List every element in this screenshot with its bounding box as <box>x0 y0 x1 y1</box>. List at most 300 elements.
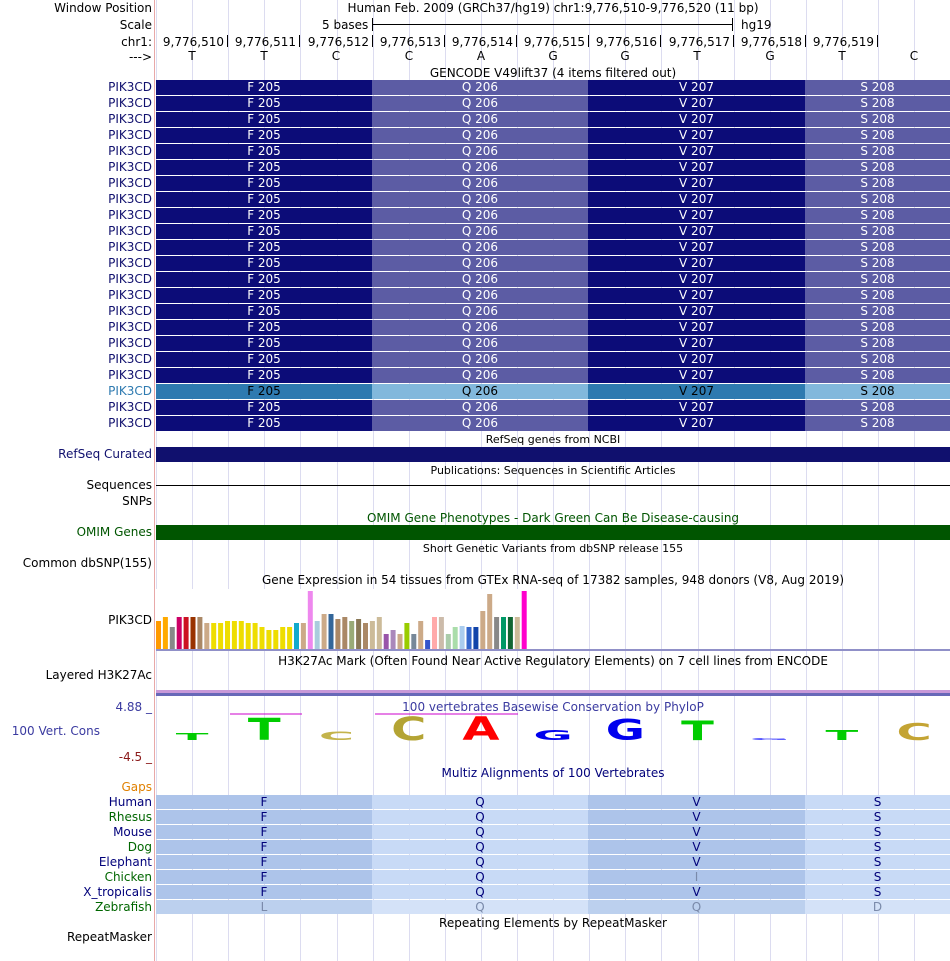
coord-tick <box>733 35 734 47</box>
gencode-transcript-row[interactable] <box>156 192 950 207</box>
codon-segment[interactable]: V 207 <box>588 336 805 351</box>
gtex-tissue-bar[interactable] <box>232 621 237 649</box>
phylop-base-letter: C <box>391 709 427 748</box>
gtex-tissue-bar[interactable] <box>225 621 230 649</box>
gtex-tissue-bar[interactable] <box>480 611 485 649</box>
multiz-residue: D <box>805 900 950 914</box>
gtex-tissue-bar[interactable] <box>363 623 368 649</box>
multiz-species-label[interactable]: Rhesus <box>108 810 152 824</box>
sequences-label[interactable]: Sequences <box>86 478 152 492</box>
codon-segment[interactable]: S 208 <box>805 160 950 175</box>
phylop-label[interactable]: 100 Vert. Cons <box>11 724 100 738</box>
codon-segment[interactable]: V 207 <box>588 368 805 383</box>
codon-segment[interactable]: V 207 <box>588 256 805 271</box>
gtex-tissue-bar[interactable] <box>460 626 465 649</box>
multiz-residue: Q <box>588 900 805 914</box>
codon-segment[interactable]: V 207 <box>588 96 805 111</box>
multiz-residue: S <box>805 810 950 824</box>
scale-bar <box>372 24 733 25</box>
codon-segment[interactable]: Q 206 <box>372 224 588 239</box>
multiz-residue: V <box>588 885 805 899</box>
multiz-residue: L <box>156 900 372 914</box>
codon-segment[interactable]: Q 206 <box>372 320 588 335</box>
codon-segment[interactable]: S 208 <box>805 352 950 367</box>
gtex-tissue-bar[interactable] <box>177 617 182 649</box>
gencode-gene-label[interactable]: PIK3CD <box>108 368 152 382</box>
codon-segment[interactable]: S 208 <box>805 368 950 383</box>
codon-segment[interactable]: F 205 <box>156 368 372 383</box>
gencode-gene-label[interactable]: PIK3CD <box>108 288 152 302</box>
gtex-tissue-bar[interactable] <box>253 623 258 649</box>
base-letter: C <box>909 49 919 63</box>
gencode-transcript-row[interactable] <box>156 128 950 143</box>
gtex-tissue-bar[interactable] <box>329 614 334 649</box>
codon-segment[interactable]: V 207 <box>588 80 805 95</box>
phylop-base-letter: A <box>462 709 500 748</box>
multiz-residue: F <box>156 810 372 824</box>
codon-segment[interactable]: F 205 <box>156 128 372 143</box>
gtex-tissue-bar[interactable] <box>411 634 416 649</box>
gencode-transcript-row[interactable] <box>156 256 950 271</box>
gtex-tissue-bar[interactable] <box>156 621 161 649</box>
codon-segment[interactable]: Q 206 <box>372 256 588 271</box>
base-letter: C <box>404 49 414 63</box>
multiz-species-label[interactable]: Dog <box>127 840 152 854</box>
gtex-tissue-bar[interactable] <box>356 619 361 649</box>
chrom-label: chr1: <box>121 35 152 49</box>
gtex-tissue-bar[interactable] <box>170 627 175 649</box>
gtex-tissue-bar[interactable] <box>211 623 216 649</box>
codon-segment[interactable]: Q 206 <box>372 208 588 223</box>
multiz-species-row[interactable] <box>156 840 950 854</box>
gencode-gene-label[interactable]: PIK3CD <box>108 128 152 142</box>
gtex-tissue-bar[interactable] <box>294 623 299 649</box>
codon-segment[interactable]: V 207 <box>588 192 805 207</box>
multiz-species-label[interactable]: Elephant <box>98 855 152 869</box>
multiz-residue: I <box>588 870 805 884</box>
multiz-species-row[interactable] <box>156 810 950 824</box>
codon-segment[interactable]: S 208 <box>805 176 950 191</box>
coord-label: 9,776,510 <box>162 35 224 49</box>
codon-segment[interactable]: F 205 <box>156 144 372 159</box>
codon-segment[interactable]: V 207 <box>588 112 805 127</box>
codon-segment[interactable]: S 208 <box>805 80 950 95</box>
gtex-tissue-bar[interactable] <box>398 634 403 649</box>
codon-segment[interactable]: V 207 <box>588 352 805 367</box>
codon-segment[interactable]: F 205 <box>156 224 372 239</box>
codon-segment[interactable]: F 205 <box>156 112 372 127</box>
gencode-transcript-row[interactable] <box>156 288 950 303</box>
codon-segment[interactable]: S 208 <box>805 288 950 303</box>
gencode-transcript-row[interactable] <box>156 96 950 111</box>
codon-segment[interactable]: Q 206 <box>372 96 588 111</box>
codon-segment[interactable]: S 208 <box>805 224 950 239</box>
codon-segment[interactable]: S 208 <box>805 208 950 223</box>
h3k27ac-signal-bottom <box>156 693 950 696</box>
codon-segment[interactable]: Q 206 <box>372 272 588 287</box>
multiz-species-row[interactable] <box>156 795 950 809</box>
multiz-species-label[interactable]: Mouse <box>113 825 152 839</box>
gencode-gene-label[interactable]: PIK3CD <box>108 80 152 94</box>
gencode-transcript-row[interactable] <box>156 112 950 127</box>
multiz-species-label[interactable]: Chicken <box>104 870 152 884</box>
gencode-gene-label[interactable]: PIK3CD <box>108 320 152 334</box>
gtex-tissue-bar[interactable] <box>280 627 285 649</box>
multiz-species-label[interactable]: Human <box>108 795 152 809</box>
repeatmasker-label[interactable]: RepeatMasker <box>66 930 152 944</box>
coord-label: 9,776,516 <box>595 35 657 49</box>
codon-segment[interactable]: V 207 <box>588 128 805 143</box>
gtex-tissue-bar[interactable] <box>266 630 271 649</box>
codon-segment[interactable]: S 208 <box>805 192 950 207</box>
coord-tick <box>660 35 661 47</box>
phylop-base-letter: G <box>605 713 645 748</box>
multiz-residue: V <box>588 840 805 854</box>
codon-segment[interactable]: Q 206 <box>372 128 588 143</box>
multiz-residue: Q <box>372 885 588 899</box>
multiz-species-row[interactable] <box>156 900 950 914</box>
gtex-tissue-bar[interactable] <box>260 627 265 649</box>
gencode-transcript-row[interactable] <box>156 320 950 335</box>
gtex-tissue-bar[interactable] <box>322 614 327 649</box>
multiz-residue: F <box>156 840 372 854</box>
scale-bar-left-tick <box>372 18 373 31</box>
gtex-tissue-bar[interactable] <box>515 617 520 649</box>
gencode-gene-label[interactable]: PIK3CD <box>108 160 152 174</box>
gencode-transcript-row[interactable] <box>156 400 950 415</box>
multiz-species-row[interactable] <box>156 885 950 899</box>
multiz-residue: Q <box>372 795 588 809</box>
codon-segment[interactable]: Q 206 <box>372 336 588 351</box>
codon-segment[interactable]: S 208 <box>805 400 950 415</box>
codon-segment[interactable]: F 205 <box>156 400 372 415</box>
refseq-gene-bar[interactable] <box>156 447 950 462</box>
codon-segment[interactable]: S 208 <box>805 256 950 271</box>
db-text: hg19 <box>741 18 772 32</box>
gtex-tissue-bar[interactable] <box>301 623 306 649</box>
refseq-title: RefSeq genes from NCBI <box>485 433 621 446</box>
assembly-title: Human Feb. 2009 (GRCh37/hg19) chr1:9,776,510-9,776,520 (11 bp) <box>347 1 759 15</box>
codon-segment[interactable]: Q 206 <box>372 192 588 207</box>
multiz-residue: Q <box>372 825 588 839</box>
codon-segment[interactable]: S 208 <box>805 320 950 335</box>
gencode-transcript-row[interactable] <box>156 368 950 383</box>
snps-label[interactable]: SNPs <box>122 494 152 508</box>
gencode-gene-label[interactable]: PIK3CD <box>108 304 152 318</box>
codon-segment[interactable]: Q 206 <box>372 304 588 319</box>
coord-label: 9,776,515 <box>523 35 585 49</box>
codon-segment[interactable]: Q 206 <box>372 160 588 175</box>
multiz-residue: S <box>805 870 950 884</box>
dbsnp-label[interactable]: Common dbSNP(155) <box>22 556 152 570</box>
codon-segment[interactable]: F 205 <box>156 384 372 399</box>
window-position-label: Window Position <box>54 1 152 15</box>
gtex-tissue-bar[interactable] <box>197 617 202 649</box>
gtex-tissue-bar[interactable] <box>384 634 389 649</box>
gtex-tissue-bar[interactable] <box>487 594 492 649</box>
codon-segment[interactable]: F 205 <box>156 320 372 335</box>
codon-segment[interactable]: S 208 <box>805 304 950 319</box>
gencode-transcript-row[interactable] <box>156 416 950 431</box>
coord-label: 9,776,514 <box>451 35 513 49</box>
gtex-tissue-bar[interactable] <box>349 621 354 649</box>
gencode-transcript-row[interactable] <box>156 304 950 319</box>
codon-segment[interactable]: S 208 <box>805 240 950 255</box>
codon-segment[interactable]: Q 206 <box>372 80 588 95</box>
h3k27ac-title: H3K27Ac Mark (Often Found Near Active Regulatory Elements) on 7 cell lines from ENCODE <box>278 654 828 668</box>
multiz-residue: S <box>805 840 950 854</box>
gtex-label[interactable]: PIK3CD <box>108 613 152 627</box>
coord-tick <box>444 35 445 47</box>
gtex-tissue-bar[interactable] <box>522 591 527 649</box>
multiz-residue: Q <box>372 810 588 824</box>
gencode-gene-label[interactable]: PIK3CD <box>108 352 152 366</box>
multiz-species-row[interactable] <box>156 870 950 884</box>
codon-segment[interactable]: V 207 <box>588 240 805 255</box>
base-letter: A <box>476 49 486 63</box>
gencode-gene-label[interactable]: PIK3CD <box>108 384 152 398</box>
codon-segment[interactable]: F 205 <box>156 304 372 319</box>
phylop-base-letter: T <box>175 731 209 743</box>
codon-segment[interactable]: S 208 <box>805 144 950 159</box>
multiz-residue: Q <box>372 900 588 914</box>
base-letter: T <box>188 49 196 63</box>
gtex-tissue-bar[interactable] <box>391 630 396 649</box>
phylop-logo[interactable] <box>156 700 950 760</box>
gencode-transcript-row[interactable] <box>156 208 950 223</box>
codon-segment[interactable]: Q 206 <box>372 416 588 431</box>
gtex-tissue-bar[interactable] <box>453 627 458 649</box>
gtex-tissue-bar[interactable] <box>508 617 513 649</box>
gtex-tissue-bar[interactable] <box>342 617 347 649</box>
multiz-residue: F <box>156 825 372 839</box>
gencode-transcript-row[interactable] <box>156 160 950 175</box>
multiz-residue: Q <box>372 870 588 884</box>
codon-segment[interactable]: S 208 <box>805 416 950 431</box>
repeatmasker-title: Repeating Elements by RepeatMasker <box>439 916 667 930</box>
scale-text: 5 bases <box>322 18 369 32</box>
codon-segment[interactable]: F 205 <box>156 96 372 111</box>
codon-segment[interactable]: S 208 <box>805 112 950 127</box>
base-letter: T <box>693 49 701 63</box>
phylop-base-letter: G <box>533 727 573 744</box>
gtex-tissue-bar[interactable] <box>287 627 292 649</box>
base-letter: G <box>765 49 775 63</box>
multiz-residue: Q <box>372 840 588 854</box>
codon-segment[interactable]: V 207 <box>588 400 805 415</box>
codon-segment[interactable]: Q 206 <box>372 144 588 159</box>
gencode-gene-label[interactable]: PIK3CD <box>108 400 152 414</box>
gencode-transcript-row[interactable] <box>156 176 950 191</box>
multiz-residue: V <box>588 855 805 869</box>
base-letter: G <box>548 49 558 63</box>
gencode-transcript-row[interactable] <box>156 80 950 95</box>
gtex-tissue-bar[interactable] <box>439 617 444 649</box>
multiz-residue: S <box>805 855 950 869</box>
codon-segment[interactable]: V 207 <box>588 224 805 239</box>
codon-segment[interactable]: V 207 <box>588 160 805 175</box>
codon-segment[interactable]: V 207 <box>588 320 805 335</box>
multiz-residue: F <box>156 870 372 884</box>
gencode-transcript-row[interactable] <box>156 352 950 367</box>
codon-segment[interactable]: Q 206 <box>372 112 588 127</box>
base-letter: T <box>838 49 846 63</box>
codon-segment[interactable]: V 207 <box>588 208 805 223</box>
gtex-tissue-bar[interactable] <box>273 630 278 649</box>
codon-segment[interactable]: F 205 <box>156 272 372 287</box>
gencode-gene-label[interactable]: PIK3CD <box>108 416 152 430</box>
gencode-gene-label[interactable]: PIK3CD <box>108 144 152 158</box>
codon-segment[interactable]: Q 206 <box>372 368 588 383</box>
refseq-label[interactable]: RefSeq Curated <box>58 447 152 461</box>
gtex-tissue-bar[interactable] <box>370 621 375 649</box>
gtex-tissue-bar[interactable] <box>246 623 251 649</box>
coord-tick <box>372 35 373 47</box>
gtex-tissue-bar[interactable] <box>473 627 478 649</box>
gencode-gene-label[interactable]: PIK3CD <box>108 96 152 110</box>
gencode-transcript-row[interactable] <box>156 336 950 351</box>
gencode-gene-label[interactable]: PIK3CD <box>108 192 152 206</box>
gtex-title: Gene Expression in 54 tissues from GTEx RNA-seq of 17382 samples, 948 donors (V8, Aug 2019) <box>261 573 845 587</box>
gtex-tissue-bar[interactable] <box>425 640 430 649</box>
codon-segment[interactable]: F 205 <box>156 352 372 367</box>
omim-label[interactable]: OMIM Genes <box>76 525 152 539</box>
codon-segment[interactable]: S 208 <box>805 336 950 351</box>
gtex-tissue-bar[interactable] <box>377 617 382 649</box>
codon-segment[interactable]: F 205 <box>156 176 372 191</box>
codon-segment[interactable]: F 205 <box>156 192 372 207</box>
codon-segment[interactable]: V 207 <box>588 272 805 287</box>
coord-label: 9,776,511 <box>234 35 296 49</box>
gencode-transcript-row[interactable] <box>156 240 950 255</box>
gtex-tissue-bar[interactable] <box>163 617 168 649</box>
codon-segment[interactable]: Q 206 <box>372 240 588 255</box>
gtex-tissue-bar[interactable] <box>308 591 313 649</box>
gencode-transcript-row[interactable] <box>156 272 950 287</box>
codon-segment[interactable]: S 208 <box>805 272 950 287</box>
multiz-residue: V <box>588 825 805 839</box>
gtex-tissue-bar[interactable] <box>418 621 423 649</box>
codon-segment[interactable]: V 207 <box>588 288 805 303</box>
gtex-tissue-bar[interactable] <box>218 623 223 649</box>
codon-segment[interactable]: F 205 <box>156 240 372 255</box>
gtex-plot[interactable] <box>156 589 528 649</box>
gtex-tissue-bar[interactable] <box>501 617 506 649</box>
multiz-species-row[interactable] <box>156 855 950 869</box>
codon-segment[interactable]: F 205 <box>156 256 372 271</box>
phylop-title: 100 vertebrates Basewise Conservation by PhyloP <box>402 700 704 714</box>
codon-segment[interactable]: Q 206 <box>372 176 588 191</box>
multiz-species-row[interactable] <box>156 825 950 839</box>
multiz-residue: V <box>588 810 805 824</box>
coord-label: 9,776,513 <box>379 35 441 49</box>
coord-tick <box>805 35 806 47</box>
gtex-tissue-bar[interactable] <box>446 634 451 649</box>
multiz-residue: Q <box>372 855 588 869</box>
gaps-label[interactable]: Gaps <box>121 780 152 794</box>
h3k27ac-label[interactable]: Layered H3K27Ac <box>45 668 152 682</box>
codon-segment[interactable]: F 205 <box>156 288 372 303</box>
gtex-tissue-bar[interactable] <box>467 627 472 649</box>
codon-segment[interactable]: V 207 <box>588 176 805 191</box>
phylop-base-letter: T <box>825 727 859 744</box>
codon-segment[interactable]: Q 206 <box>372 400 588 415</box>
coord-tick <box>299 35 300 47</box>
gencode-gene-label[interactable]: PIK3CD <box>108 272 152 286</box>
phylop-ymin: -4.5 _ <box>118 750 152 764</box>
gtex-tissue-bar[interactable] <box>239 621 244 649</box>
gencode-gene-label[interactable]: PIK3CD <box>108 240 152 254</box>
phylop-base-letter: C <box>318 729 355 743</box>
gencode-transcript-row[interactable] <box>156 384 950 399</box>
codon-segment[interactable]: V 207 <box>588 384 805 399</box>
gencode-transcript-row[interactable] <box>156 224 950 239</box>
multiz-species-label[interactable]: X_tropicalis <box>83 885 152 899</box>
omim-gene-bar[interactable] <box>156 525 950 540</box>
codon-segment[interactable]: V 207 <box>588 416 805 431</box>
phylop-base-letter: C <box>896 718 932 746</box>
publications-title: Publications: Sequences in Scientific Articles <box>430 464 676 477</box>
coord-tick <box>227 35 228 47</box>
gencode-gene-label[interactable]: PIK3CD <box>108 224 152 238</box>
base-letter: C <box>331 49 341 63</box>
multiz-residue: F <box>156 855 372 869</box>
coord-tick <box>877 35 878 47</box>
label-separator <box>154 0 155 961</box>
gencode-title: GENCODE V49lift37 (4 items filtered out) <box>429 66 677 80</box>
codon-segment[interactable]: F 205 <box>156 336 372 351</box>
codon-segment[interactable]: Q 206 <box>372 352 588 367</box>
multiz-species-label[interactable]: Zebrafish <box>95 900 152 914</box>
strand-arrow-label: ---> <box>128 50 152 64</box>
codon-segment[interactable]: S 208 <box>805 384 950 399</box>
codon-segment[interactable]: F 205 <box>156 80 372 95</box>
codon-segment[interactable]: V 207 <box>588 304 805 319</box>
gtex-tissue-bar[interactable] <box>191 617 196 649</box>
gtex-tissue-bar[interactable] <box>184 617 189 649</box>
codon-segment[interactable]: S 208 <box>805 128 950 143</box>
multiz-residue: F <box>156 795 372 809</box>
codon-segment[interactable]: S 208 <box>805 96 950 111</box>
gtex-bar-chart[interactable] <box>156 589 536 649</box>
gtex-tissue-bar[interactable] <box>432 617 437 649</box>
gencode-gene-label[interactable]: PIK3CD <box>108 336 152 350</box>
coord-tick <box>588 35 589 47</box>
gtex-tissue-bar[interactable] <box>335 619 340 649</box>
coord-label: 9,776,512 <box>307 35 369 49</box>
codon-segment[interactable]: V 207 <box>588 144 805 159</box>
gtex-tissue-bar[interactable] <box>494 617 499 649</box>
gencode-gene-label[interactable]: PIK3CD <box>108 256 152 270</box>
coord-label: 9,776,518 <box>740 35 802 49</box>
sequences-line <box>156 485 950 486</box>
gtex-tissue-bar[interactable] <box>204 623 209 649</box>
codon-segment[interactable]: F 205 <box>156 208 372 223</box>
codon-segment[interactable]: Q 206 <box>372 288 588 303</box>
codon-segment[interactable]: Q 206 <box>372 384 588 399</box>
gencode-transcript-row[interactable] <box>156 144 950 159</box>
codon-segment[interactable]: F 205 <box>156 416 372 431</box>
gencode-gene-label[interactable]: PIK3CD <box>108 176 152 190</box>
gencode-gene-label[interactable]: PIK3CD <box>108 112 152 126</box>
gtex-tissue-bar[interactable] <box>404 623 409 649</box>
codon-segment[interactable]: F 205 <box>156 160 372 175</box>
coord-label: 9,776,517 <box>668 35 730 49</box>
gencode-gene-label[interactable]: PIK3CD <box>108 208 152 222</box>
dbsnp-title: Short Genetic Variants from dbSNP release 155 <box>422 542 684 555</box>
omim-title: OMIM Gene Phenotypes - Dark Green Can Be Disease-causing <box>366 511 740 525</box>
gtex-tissue-bar[interactable] <box>315 621 320 649</box>
